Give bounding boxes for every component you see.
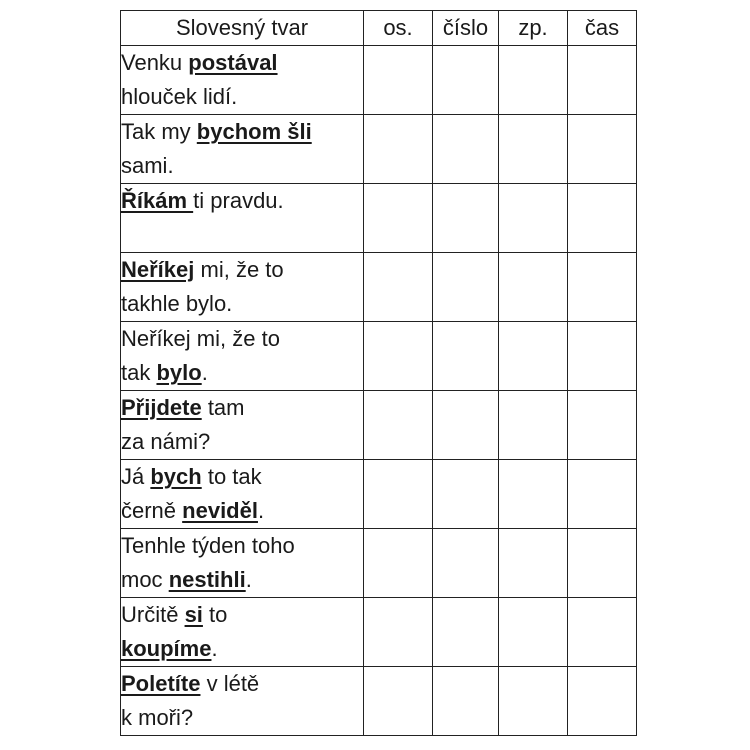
answer-cell-osoba[interactable] xyxy=(364,667,433,736)
sentence-cell xyxy=(121,391,364,460)
answer-cell-cas[interactable] xyxy=(568,184,637,253)
sentence-text: Neříkej mi, že to xyxy=(121,326,280,351)
table-row xyxy=(121,529,637,598)
sentence-text: Já xyxy=(121,464,151,489)
sentence-cell xyxy=(121,115,364,184)
header-zpusob: zp. xyxy=(499,11,568,46)
sentence-line xyxy=(121,632,363,666)
sentence-text: hlouček lidí. xyxy=(121,84,238,109)
answer-cell-cislo[interactable] xyxy=(433,529,499,598)
highlighted-verb: bych xyxy=(150,464,202,489)
sentence-text: . xyxy=(211,636,218,661)
sentence-line xyxy=(121,322,363,356)
sentence-line xyxy=(121,287,363,321)
sentence-text: Určitě xyxy=(121,602,185,627)
highlighted-verb: nestihli xyxy=(168,567,246,592)
highlighted-verb: koupíme xyxy=(121,636,212,661)
answer-cell-zpusob[interactable] xyxy=(499,322,568,391)
highlighted-verb: Přijdete xyxy=(121,395,202,420)
answer-cell-osoba[interactable] xyxy=(364,322,433,391)
sentence-text: mi, že to xyxy=(194,257,284,282)
sentence-text: moc xyxy=(121,567,169,592)
answer-cell-zpusob[interactable] xyxy=(499,253,568,322)
sentence-cell xyxy=(121,46,364,115)
highlighted-verb: si xyxy=(184,602,203,627)
answer-cell-cas[interactable] xyxy=(568,253,637,322)
answer-cell-zpusob[interactable] xyxy=(499,184,568,253)
sentence-line xyxy=(121,253,363,287)
highlighted-verb: postával xyxy=(188,50,278,75)
answer-cell-cas[interactable] xyxy=(568,322,637,391)
highlighted-verb: neviděl xyxy=(182,498,258,523)
answer-cell-cislo[interactable] xyxy=(433,115,499,184)
answer-cell-cas[interactable] xyxy=(568,115,637,184)
answer-cell-osoba[interactable] xyxy=(364,598,433,667)
answer-cell-cas[interactable] xyxy=(568,460,637,529)
sentence-cell xyxy=(121,529,364,598)
sentence-text: za námi? xyxy=(121,429,211,454)
answer-cell-zpusob[interactable] xyxy=(499,598,568,667)
table-row xyxy=(121,322,637,391)
header-slovesny-tvar: Slovesný tvar xyxy=(121,11,364,46)
sentence-cell xyxy=(121,184,364,253)
header-row xyxy=(121,11,637,46)
table-row xyxy=(121,667,637,736)
sentence-text: takhle bylo. xyxy=(121,291,233,316)
answer-cell-cas[interactable] xyxy=(568,667,637,736)
answer-cell-cislo[interactable] xyxy=(433,184,499,253)
sentence-text: černě xyxy=(121,498,183,523)
answer-cell-cislo[interactable] xyxy=(433,598,499,667)
sentence-line xyxy=(121,460,363,494)
table-row xyxy=(121,253,637,322)
answer-cell-osoba[interactable] xyxy=(364,184,433,253)
answer-cell-zpusob[interactable] xyxy=(499,115,568,184)
sentence-line xyxy=(121,149,363,183)
sentence-text: sami. xyxy=(121,153,174,178)
answer-cell-cislo[interactable] xyxy=(433,391,499,460)
header-osoba: os. xyxy=(364,11,433,46)
sentence-cell xyxy=(121,667,364,736)
answer-cell-zpusob[interactable] xyxy=(499,391,568,460)
sentence-text: v létě xyxy=(200,671,260,696)
sentence-line xyxy=(121,46,363,80)
sentence-text: to tak xyxy=(201,464,262,489)
answer-cell-zpusob[interactable] xyxy=(499,46,568,115)
answer-cell-osoba[interactable] xyxy=(364,115,433,184)
sentence-line xyxy=(121,701,363,735)
sentence-line xyxy=(121,425,363,459)
answer-cell-zpusob[interactable] xyxy=(499,529,568,598)
sentence-text: to xyxy=(202,602,228,627)
sentence-text: . xyxy=(257,498,265,523)
highlighted-verb: Říkám xyxy=(121,188,194,213)
table-row xyxy=(121,184,637,253)
highlighted-verb: bylo xyxy=(156,360,202,385)
sentence-line xyxy=(121,218,363,252)
sentence-line xyxy=(121,356,363,390)
table-row xyxy=(121,115,637,184)
sentence-cell xyxy=(121,322,364,391)
answer-cell-cislo[interactable] xyxy=(433,667,499,736)
sentence-cell xyxy=(121,598,364,667)
sentence-text: tak xyxy=(121,360,157,385)
sentence-text: Tenhle týden toho xyxy=(121,533,295,558)
table-row xyxy=(121,460,637,529)
table-row xyxy=(121,46,637,115)
header-cas: čas xyxy=(568,11,637,46)
highlighted-verb: Poletíte xyxy=(121,671,201,696)
answer-cell-zpusob[interactable] xyxy=(499,460,568,529)
verb-analysis-table xyxy=(120,10,637,736)
answer-cell-osoba[interactable] xyxy=(364,253,433,322)
sentence-text: tam xyxy=(201,395,245,420)
sentence-line xyxy=(121,115,363,149)
header-cislo: číslo xyxy=(433,11,499,46)
sentence-line xyxy=(121,494,363,528)
answer-cell-cislo[interactable] xyxy=(433,46,499,115)
sentence-line xyxy=(121,598,363,632)
answer-cell-cas[interactable] xyxy=(568,391,637,460)
answer-cell-cas[interactable] xyxy=(568,46,637,115)
highlighted-verb: bychom šli xyxy=(196,119,312,144)
table-row xyxy=(121,598,637,667)
sentence-line xyxy=(121,563,363,597)
sentence-text: Venku xyxy=(121,50,189,75)
sentence-cell xyxy=(121,253,364,322)
sentence-line xyxy=(121,667,363,701)
table-row xyxy=(121,391,637,460)
sentence-text: Tak my xyxy=(121,119,197,144)
answer-cell-cislo[interactable] xyxy=(433,253,499,322)
sentence-line xyxy=(121,529,363,563)
highlighted-verb: Neříkej xyxy=(121,257,195,282)
answer-cell-cas[interactable] xyxy=(568,598,637,667)
answer-cell-zpusob[interactable] xyxy=(499,667,568,736)
sentence-text: k moři? xyxy=(121,705,194,730)
answer-cell-osoba[interactable] xyxy=(364,460,433,529)
sentence-line xyxy=(121,184,363,218)
answer-cell-osoba[interactable] xyxy=(364,529,433,598)
answer-cell-cislo[interactable] xyxy=(433,322,499,391)
sentence-text: ti pravdu. xyxy=(193,188,284,213)
answer-cell-osoba[interactable] xyxy=(364,46,433,115)
answer-cell-osoba[interactable] xyxy=(364,391,433,460)
sentence-text: . xyxy=(201,360,208,385)
sentence-line xyxy=(121,80,363,114)
sentence-text: . xyxy=(245,567,252,592)
sentence-line xyxy=(121,391,363,425)
answer-cell-cas[interactable] xyxy=(568,529,637,598)
sentence-cell xyxy=(121,460,364,529)
answer-cell-cislo[interactable] xyxy=(433,460,499,529)
